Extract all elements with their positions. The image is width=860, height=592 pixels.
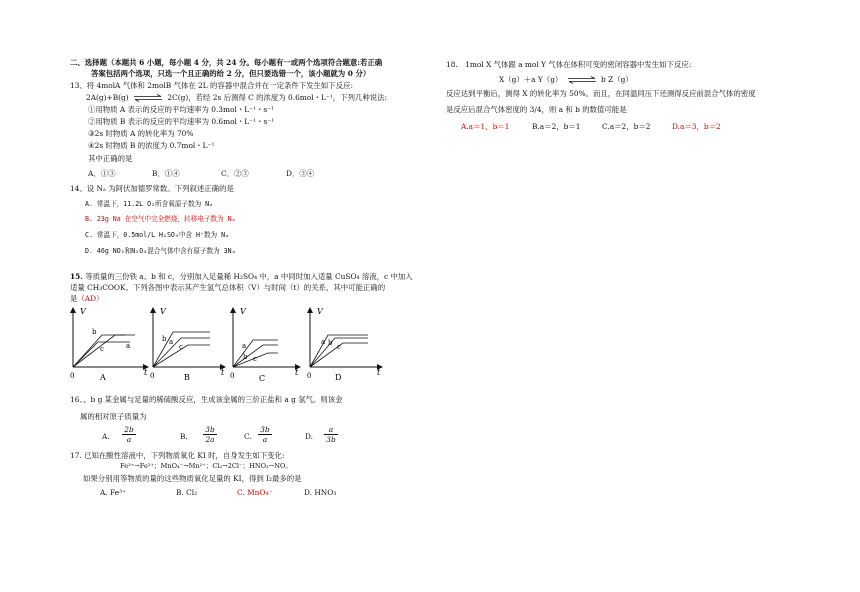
graph-d-label: D xyxy=(335,373,342,382)
graph-b-curve-c: c xyxy=(179,343,183,351)
q13-option-d[interactable]: D．③④ xyxy=(286,169,315,178)
q17-line-3: 如果分别用等物质的量的这些物质氧化足量的 KI，得到 I₂最多的是 xyxy=(83,474,302,483)
q13-option-c[interactable]: C．②③ xyxy=(221,169,249,178)
q18-eq-right: b Z（g） xyxy=(601,75,633,84)
q13-statement-3: ③2s 时物质 A 的转化率为 70% xyxy=(88,129,194,138)
q13-statement-4: ④2s 时物质 B 的浓度为 0.7mol・L⁻¹ xyxy=(88,141,215,150)
section-header: 二、选择题（本题共 6 小题，每小题 4 分，共 24 分。每小题有一或两个选项符合题意:若正确 xyxy=(70,58,383,67)
q15-graphs xyxy=(60,305,400,385)
graph-b-curve-a: a xyxy=(169,338,174,346)
q16-c-numerator: 3b xyxy=(260,425,270,434)
q13-equation xyxy=(86,94,387,102)
q15-line-2: 适量 CH₃COOK。下列各图中表示其产生氢气总体积（V）与时间（t）的关系，其中可能正确的 xyxy=(70,283,386,292)
q13-statement-2: ②用物质 B 表示的反应的平均速率为 0.6mol・L⁻¹・s⁻¹ xyxy=(88,117,275,126)
q15-number: 15. xyxy=(70,272,83,281)
graph-b-curve-b: b xyxy=(162,335,167,343)
graph-c-curve-c: c xyxy=(253,355,257,363)
graph-d xyxy=(307,307,382,382)
q16-option-c-fraction[interactable] xyxy=(258,426,272,444)
graph-c-y-label: V xyxy=(240,307,246,316)
q16-b-denominator: 2a xyxy=(205,435,215,445)
graph-d-y-label: V xyxy=(317,307,323,316)
q18-equation xyxy=(499,76,633,84)
q14-option-b[interactable]: B. 23g Na 在空气中完全燃烧，转移电子数为 Nₐ xyxy=(85,215,236,223)
q14-option-c[interactable]: C. 常温下，0.5mol/L H₂SO₄中含 H⁺数为 Nₐ xyxy=(85,231,230,239)
graph-b-label: B xyxy=(184,373,190,382)
graph-b-y-label: V xyxy=(160,307,166,316)
graph-a-y-label: V xyxy=(80,307,86,316)
graph-d-curve-c: c xyxy=(337,343,341,351)
q15-line-1 xyxy=(70,273,413,280)
graph-d-curve-b: b xyxy=(328,339,333,347)
q16-line-2: 属的相对原子质量为 xyxy=(80,412,147,421)
graph-a-curve-b: b xyxy=(92,328,97,336)
q17-option-c[interactable]: C. MnO₄⁻ xyxy=(237,488,273,497)
q13-option-b[interactable]: B．①④ xyxy=(152,169,180,178)
q17-line-2: Fe³⁺→Fe²⁺；MnO₄⁻→Mn²⁺；Cl₂→2Cl⁻；HNO₃→NO。 xyxy=(120,462,292,470)
q13-eq-right: 2C(g)，若经 2s 后测得 C 的浓度为 0.6mol・L⁻¹，下列几种说法: xyxy=(167,93,388,102)
graph-c-curve-b: b xyxy=(243,353,248,361)
graph-c-curve-a: a xyxy=(242,342,247,350)
equilibrium-arrows-icon xyxy=(567,76,597,84)
q18-stem: 18. 1mol X 气体跟 a mol Y 气体在体积可变的密闭容器中发生如下反应: xyxy=(446,60,692,69)
q16-d-numerator: a xyxy=(328,425,334,434)
q17-option-b[interactable]: B. Cl₂ xyxy=(176,488,198,497)
graph-b-origin: 0 xyxy=(150,372,155,380)
graph-d-curve-a: a xyxy=(321,338,326,346)
q16-b-numerator: 3b xyxy=(205,425,215,434)
q13-ask: 其中正确的是 xyxy=(88,154,133,163)
equilibrium-arrows-icon xyxy=(133,94,163,102)
graph-a xyxy=(70,307,148,382)
q13-stem: 13、将 4molA 气体和 2molB 气体在 2L 的容器中混合并在一定条件下发生如下反应: xyxy=(70,81,353,90)
q17-line-1: 17. 已知在酸性溶液中，下列物质氧化 KI 时，自身发生如下变化: xyxy=(70,451,285,460)
q15-answer: （AD） xyxy=(77,294,104,303)
q16-option-b-label[interactable]: B. xyxy=(180,432,188,441)
q16-d-denominator: 3b xyxy=(326,435,336,445)
q17-option-d[interactable]: D. HNO₃ xyxy=(304,488,337,497)
graph-a-x-label: t xyxy=(144,368,148,377)
q16-a-denominator: a xyxy=(126,435,132,445)
q18-option-c[interactable]: C.a＝2，b＝2 xyxy=(602,122,651,131)
graph-c xyxy=(230,307,300,383)
graph-d-x-label: t xyxy=(377,368,381,377)
graph-a-curve-a: a xyxy=(126,342,131,350)
graph-b xyxy=(150,307,225,382)
q18-eq-left: X（g）＋a Y（g） xyxy=(499,75,563,84)
q15-text-1: 等质量的三份铁 a、b 和 c，分别加入足量稀 H₂SO₄ 中，a 中同时加入适量 CuSO₄ 溶液，c 中加入 xyxy=(85,272,413,281)
q13-eq-left: 2A(g)+B(g) xyxy=(86,93,129,102)
q16-option-b-fraction[interactable] xyxy=(203,426,217,444)
graph-c-origin: 0 xyxy=(230,372,235,380)
q16-option-d-label[interactable]: D. xyxy=(305,432,314,441)
graph-a-curve-c: c xyxy=(100,345,104,353)
q18-option-d[interactable]: D.a＝3，b＝2 xyxy=(672,122,721,131)
q16-a-numerator: 2b xyxy=(124,425,134,434)
q16-option-a-fraction[interactable] xyxy=(122,426,136,444)
q15-prefix: 是 xyxy=(70,294,78,303)
q16-option-c-label[interactable]: C. xyxy=(244,432,252,441)
graph-a-origin: 0 xyxy=(70,372,75,380)
q13-option-a[interactable]: A．①③ xyxy=(88,169,116,178)
q14-option-a[interactable]: A. 常温下，11.2L O₂所含氧原子数为 Nₐ xyxy=(85,200,214,208)
q16-option-a-label[interactable]: A. xyxy=(102,432,110,441)
q14-stem: 14、设 Nₐ 为阿伏加德罗常数。下列叙述正确的是 xyxy=(70,184,234,193)
graph-b-x-label: t xyxy=(221,368,225,377)
graph-c-x-label: t xyxy=(295,368,299,377)
q18-line-2: 反应达到平衡后，测得 X 的转化率为 50%。而且，在同温同压下还测得反应前混合气体的密度 xyxy=(446,89,756,98)
graph-c-label: C xyxy=(259,374,266,383)
q18-option-a[interactable]: A.a＝1，b＝1 xyxy=(461,122,510,131)
q18-option-b[interactable]: B.a＝2，b＝1 xyxy=(532,122,581,131)
q17-option-a[interactable]: A. Fe³⁺ xyxy=(100,488,126,497)
q16-line-1: 16、、b g 某金属与足量的稀硫酸反应，生成该金属的三价正盐和 a g 氢气。则该金 xyxy=(70,395,343,404)
section-header-cont: 答案包括两个选项，只选一个且正确的给 2 分，但只要选错一个，该小题就为 0 分） xyxy=(91,69,371,78)
q16-c-denominator: a xyxy=(262,435,268,445)
q13-statement-1: ①用物质 A 表示的反应的平均速率为 0.3mol・L⁻¹・s⁻¹ xyxy=(88,105,275,114)
graph-a-label: A xyxy=(100,373,106,382)
q14-option-d[interactable]: D. 46g NO₂和N₂O₄混合气体中含有原子数为 3Nₐ xyxy=(85,247,236,255)
q15-line-3 xyxy=(70,295,103,302)
q18-line-3: 是反应后混合气体密度的 3/4，则 a 和 b 的数值可能是 xyxy=(446,105,627,114)
q16-option-d-fraction[interactable] xyxy=(324,426,338,444)
graph-d-origin: 0 xyxy=(307,372,312,380)
